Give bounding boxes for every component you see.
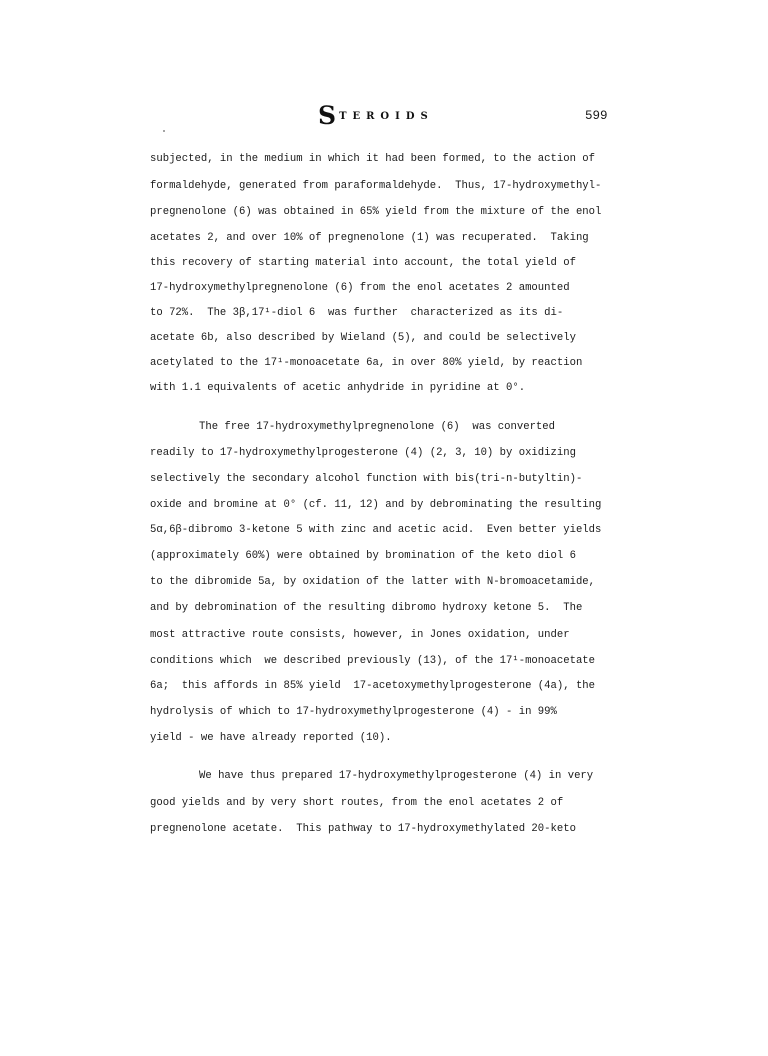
text-line: 5α,6β-dibromo 3-ketone 5 with zinc and acetic acid. Even better yields [150, 524, 602, 536]
text-line: conditions which we described previously (13), of the 17¹-monoacetate [150, 655, 596, 667]
text-line: selectively the secondary alcohol function with bis(tri-n-butyltin)- [150, 473, 583, 485]
text-line: readily to 17-hydroxymethylprogesterone (4) (2, 3, 10) by oxidizing [150, 447, 576, 459]
text-line: pregnenolone acetate. This pathway to 17-hydroxymethylated 20-keto [150, 823, 576, 835]
text-line: 17-hydroxymethylpregnenolone (6) from the enol acetates 2 amounted [150, 282, 570, 294]
scan-speck [163, 130, 165, 132]
journal-logo-mark: S [318, 101, 336, 130]
text-line: to 72%. The 3β,17¹-diol 6 was further characterized as its di- [150, 307, 564, 319]
text-line: acetylated to the 17¹-monoacetate 6a, in over 80% yield, by reaction [150, 357, 583, 369]
journal-header [318, 101, 434, 130]
text-line: this recovery of starting material into account, the total yield of [150, 257, 576, 269]
text-line: 6a; this affords in 85% yield 17-acetoxymethylprogesterone (4a), the [150, 680, 596, 692]
text-line: most attractive route consists, however, in Jones oxidation, under [150, 629, 570, 641]
text-line: pregnenolone (6) was obtained in 65% yield from the mixture of the enol [150, 206, 602, 218]
text-line: yield - we have already reported (10). [150, 732, 392, 744]
text-line: oxide and bromine at 0° (cf. 11, 12) and by debrominating the resulting [150, 499, 602, 511]
text-line: The free 17-hydroxymethylpregnenolone (6) was converted [199, 421, 556, 433]
text-line: acetates 2, and over 10% of pregnenolone (1) was recuperated. Taking [150, 232, 589, 244]
text-line: formaldehyde, generated from paraformaldehyde. Thus, 17-hydroxymethyl- [150, 180, 602, 192]
text-line: with 1.1 equivalents of acetic anhydride in pyridine at 0°. [150, 382, 526, 394]
text-line: We have thus prepared 17-hydroxymethylprogesterone (4) in very [199, 770, 594, 782]
text-line: acetate 6b, also described by Wieland (5), and could be selectively [150, 332, 576, 344]
text-line: (approximately 60%) were obtained by bromination of the keto diol 6 [150, 550, 576, 562]
text-line: good yields and by very short routes, from the enol acetates 2 of [150, 797, 564, 809]
page-number: 599 [585, 109, 608, 123]
text-line: and by debromination of the resulting dibromo hydroxy ketone 5. The [150, 602, 583, 614]
text-line: to the dibromide 5a, by oxidation of the latter with N-bromoacetamide, [150, 576, 596, 588]
text-line: subjected, in the medium in which it had been formed, to the action of [150, 153, 596, 165]
text-line: hydrolysis of which to 17-hydroxymethylprogesterone (4) - in 99% [150, 706, 557, 718]
journal-logo-text: TEROIDS [339, 111, 434, 122]
